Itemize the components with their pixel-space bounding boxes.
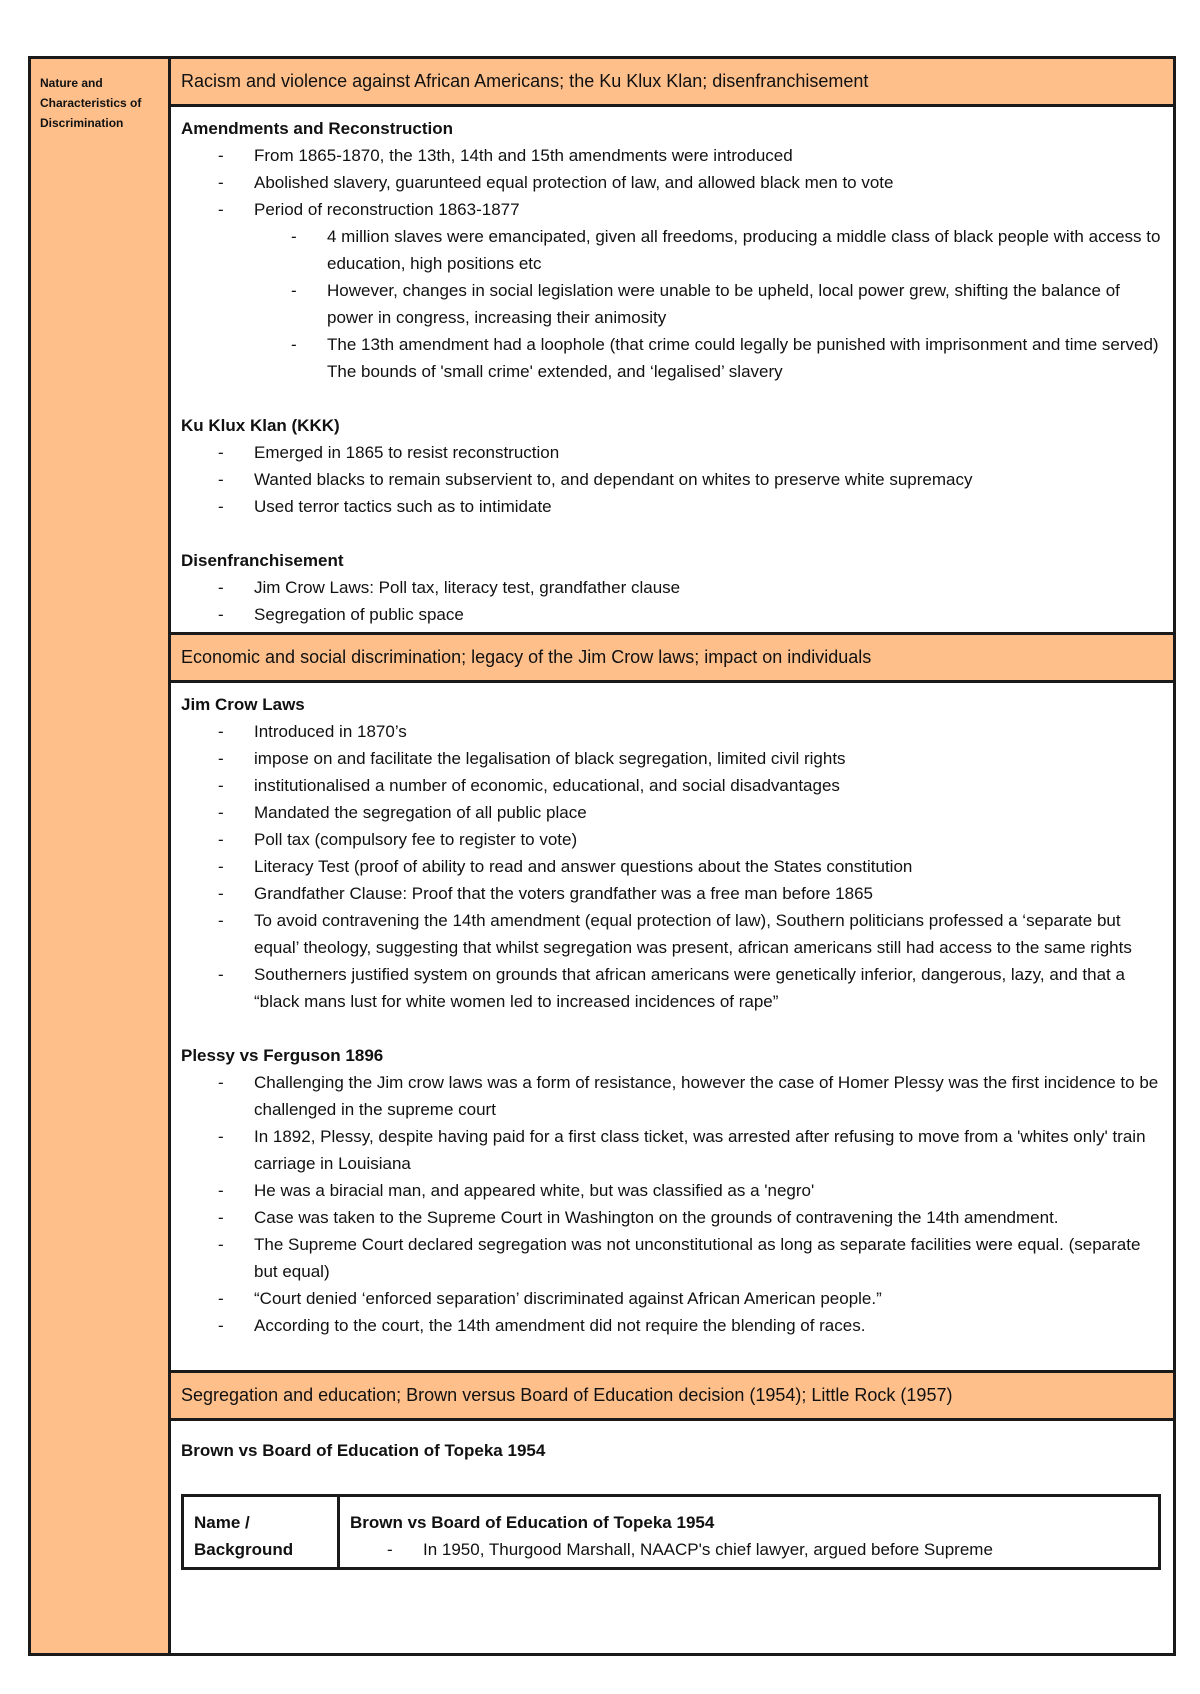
- list-item: - Segregation of public space: [181, 601, 1163, 628]
- list-item: - Literacy Test (proof of ability to read and answer questions about the States constitution: [181, 853, 1163, 880]
- notes-table: [28, 56, 1176, 1656]
- list-item: - He was a biracial man, and appeared white, but was classified as a 'negro': [181, 1177, 1163, 1204]
- list-item: - In 1892, Plessy, despite having paid for a first class ticket, was arrested after refusing to move from a 'whites only' train carriage in Louisiana: [181, 1123, 1163, 1177]
- heading-disenfranchisement: Disenfranchisement: [181, 551, 344, 570]
- section-title: Segregation and education; Brown versus Board of Education decision (1954); Little Rock (1957): [181, 1385, 953, 1405]
- brown-case-table: [181, 1494, 1161, 1570]
- sidebar-label: Nature and Characteristics of Discrimination: [40, 76, 142, 130]
- section-band-racism: [171, 59, 1173, 107]
- list-item: - From 1865-1870, the 13th, 14th and 15th amendments were introduced: [181, 142, 1163, 169]
- list-item: - Grandfather Clause: Proof that the voters grandfather was a free man before 1865: [181, 880, 1163, 907]
- list-item: - Abolished slavery, guarunteed equal protection of law, and allowed black men to vote: [181, 169, 1163, 196]
- list-item: - institutionalised a number of economic, educational, and social disadvantages: [181, 772, 1163, 799]
- list-item: - Introduced in 1870’s: [181, 718, 1163, 745]
- sub-list-item: - The 13th amendment had a loophole (that crime could legally be punished with imprisonment and time served) The bounds of 'small crime' extended, and ‘legalised’ slavery: [181, 331, 1163, 385]
- list-case: [350, 1536, 1148, 1563]
- list-item: - Wanted blacks to remain subservient to, and dependant on whites to preserve white supremacy: [181, 466, 1163, 493]
- case-details-cell: [340, 1497, 1158, 1567]
- section-title: Economic and social discrimination; legacy of the Jim Crow laws; impact on individuals: [181, 647, 872, 667]
- case-heading: Brown vs Board of Education of Topeka 1954: [350, 1513, 715, 1532]
- sub-list-item: - However, changes in social legislation were unable to be upheld, local power grew, shifting the balance of power in congress, increasing their animosity: [181, 277, 1163, 331]
- list-item: - Emerged in 1865 to resist reconstruction: [181, 439, 1163, 466]
- list-item: - Challenging the Jim crow laws was a form of resistance, however the case of Homer Plessy was the first incidence to be challenged in the supreme court: [181, 1069, 1163, 1123]
- section-body-education: [171, 1421, 1173, 1653]
- list-reconstruction: [181, 223, 1163, 385]
- list-item: - impose on and facilitate the legalisation of black segregation, limited civil rights: [181, 745, 1163, 772]
- heading-kkk: Ku Klux Klan (KKK): [181, 416, 340, 435]
- content-column: [171, 59, 1173, 1653]
- list-amendments: [181, 142, 1163, 223]
- list-disenfranchisement: [181, 574, 1163, 628]
- list-item: - “Court denied ‘enforced separation’ discriminated against African American people.”: [181, 1285, 1163, 1312]
- list-item: - Case was taken to the Supreme Court in Washington on the grounds of contravening the 14th amendment.: [181, 1204, 1163, 1231]
- sub-list-item: - 4 million slaves were emancipated, given all freedoms, producing a middle class of black people with access to education, high positions etc: [181, 223, 1163, 277]
- list-item: - Used terror tactics such as to intimidate: [181, 493, 1163, 520]
- section-body-racism: [171, 107, 1173, 635]
- list-item: - In 1950, Thurgood Marshall, NAACP's chief lawyer, argued before Supreme: [350, 1536, 1148, 1563]
- list-item: - According to the court, the 14th amendment did not require the blending of races.: [181, 1312, 1163, 1339]
- list-plessy: [181, 1069, 1163, 1339]
- list-jim-crow: [181, 718, 1163, 1015]
- sidebar-cell: [31, 59, 171, 1653]
- list-kkk: [181, 439, 1163, 520]
- list-item: - The Supreme Court declared segregation was not unconstitutional as long as separate facilities were equal. (separate but equal): [181, 1231, 1163, 1285]
- name-background-label: Name / Background: [184, 1497, 340, 1567]
- section-body-economic: [171, 683, 1173, 1373]
- heading-amendments: Amendments and Reconstruction: [181, 119, 454, 138]
- list-item: [181, 196, 1163, 223]
- section-title: Racism and violence against African Americans; the Ku Klux Klan; disenfranchisement: [181, 71, 869, 91]
- list-item: - Jim Crow Laws: Poll tax, literacy test, grandfather clause: [181, 574, 1163, 601]
- list-item: - Southerners justified system on grounds that african americans were genetically inferior, dangerous, lazy, and that a “black mans lust for white women led to increased incidences of rape”: [181, 961, 1163, 1015]
- list-item: - Mandated the segregation of all public place: [181, 799, 1163, 826]
- heading-brown: Brown vs Board of Education of Topeka 1954: [181, 1441, 546, 1460]
- heading-plessy: Plessy vs Ferguson 1896: [181, 1046, 384, 1065]
- list-item-text: Period of reconstruction 1863-1877: [254, 200, 520, 219]
- section-band-economic: [171, 635, 1173, 683]
- heading-jim-crow: Jim Crow Laws: [181, 695, 305, 714]
- section-band-education: [171, 1373, 1173, 1421]
- list-item: - Poll tax (compulsory fee to register to vote): [181, 826, 1163, 853]
- list-item: - To avoid contravening the 14th amendment (equal protection of law), Southern politicians professed a ‘separate but equal’ theology, suggesting that whilst segregation was present, african americans still had access to the same rights: [181, 907, 1163, 961]
